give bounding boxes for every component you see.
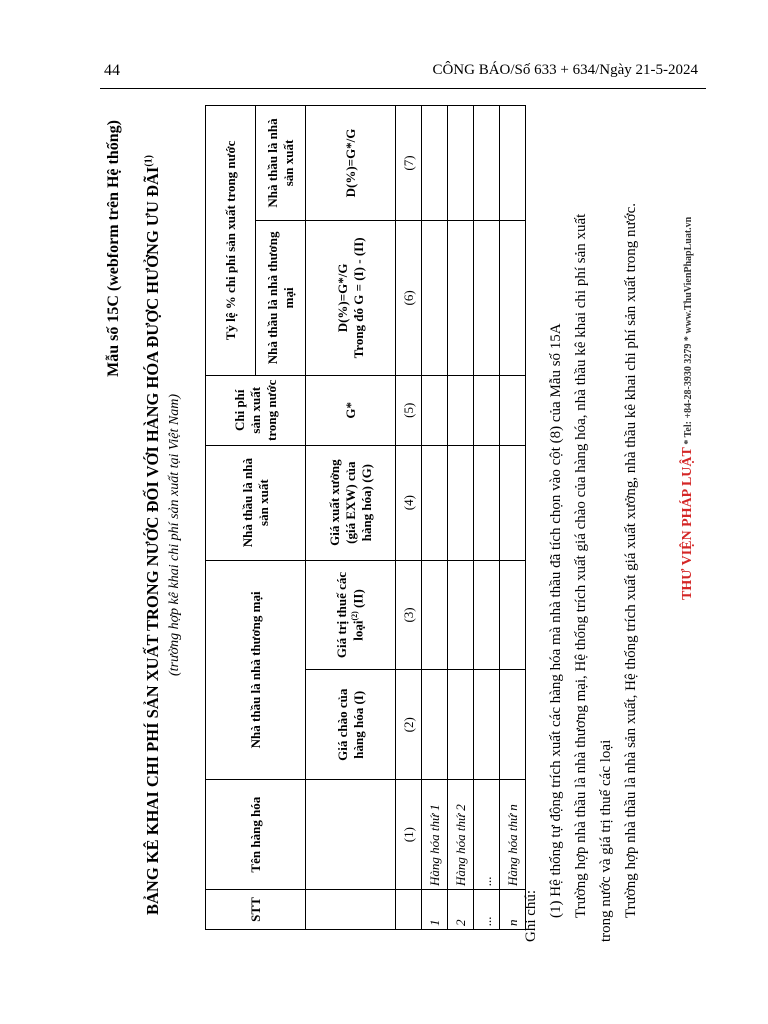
note-2-continued: trong nước và giá trị thuế các loại: [598, 739, 614, 942]
index-row: [396, 106, 422, 930]
form-title-sup: (1): [143, 154, 155, 167]
row-goods-name: Hàng hóa thứ 1: [422, 780, 448, 890]
row-stt: ...: [474, 890, 500, 930]
watermark-tel: * Tel: +84-28-3930 3279: [683, 343, 694, 445]
header-ratio-trader: Nhà thầu là nhà thương mại: [256, 220, 306, 375]
header-trader: Nhà thầu là nhà thương mại: [206, 560, 306, 780]
row-goods-name: Hàng hóa thứ 2: [448, 780, 474, 890]
form-title-text: BẢNG KÊ KHAI CHI PHÍ SẢN XUẤT TRONG NƯỚC ĐỐI VỚI HÀNG HÓA ĐƯỢC HƯỞNG ƯU ĐÃI: [143, 166, 162, 916]
header-domestic-cost: Chi phí sản xuất trong nước: [206, 375, 306, 445]
header-producer: Nhà thầu là nhà sản xuất: [206, 445, 306, 560]
row-stt: 2: [448, 890, 474, 930]
watermark: [680, 217, 696, 600]
note-1: (1) Hệ thống tự động trích xuất các hàng hóa mà nhà thầu đã tích chọn vào cột (8) của Mẫu số 15A: [548, 323, 564, 918]
header-goods-name: Tên hàng hóa: [206, 780, 306, 890]
header-ratio: Tỷ lệ % chi phí sản xuất trong nước: [206, 106, 256, 376]
rotated-page-content: [105, 100, 705, 970]
notes-section: [519, 102, 644, 942]
watermark-web: * www.ThuVienPhapLuat.vn: [683, 216, 694, 342]
row-goods-name: Hàng hóa thứ n: [500, 780, 526, 890]
header-offer-price: Giá chào của hàng hóa (I): [306, 670, 396, 780]
header-g-star: G*: [306, 375, 396, 445]
row-stt: n: [500, 890, 526, 930]
formula-producer: D(%)=G*/G: [306, 106, 396, 221]
form-subtitle: (trường hợp kê khai chi phí sản xuất tại Việt Nam): [167, 393, 182, 677]
formula-trader-line2: Trong đó G = (I) - (II): [350, 237, 366, 359]
blank-cell: [306, 780, 396, 890]
formula-trader-line1: D(%)=G*/G: [334, 263, 350, 333]
gazette-info: CÔNG BÁO/Số 633 + 634/Ngày 21-5-2024: [432, 62, 698, 78]
page-header: [100, 58, 706, 89]
notes-label: Ghi chú:: [523, 889, 539, 942]
table-row: [422, 106, 448, 930]
note-3: Trường hợp nhà thầu là nhà sản xuất, Hệ thống trích xuất giá xuất xưởng, nhà thầu kê khai chi phí sản xuất trong nước.: [623, 202, 639, 918]
index-cell: (5): [396, 375, 422, 445]
header-ratio-producer: Nhà thầu là nhà sản xuất: [256, 106, 306, 221]
index-cell: (1): [396, 780, 422, 890]
page-number: 44: [104, 62, 120, 79]
table-row: [474, 106, 500, 930]
form-title: [143, 100, 163, 970]
note-2: Trường hợp nhà thầu là nhà thương mại, Hệ thống trích xuất giá chào của hàng hóa, nhà thầu kê khai chi phí sản xuất: [573, 213, 589, 918]
header-tax-text: Giá trị thuế các loại: [334, 571, 366, 659]
header-tax: [306, 560, 396, 670]
index-cell: (6): [396, 220, 422, 375]
header-tax-sup: (2): [350, 611, 360, 621]
header-stt: STT: [206, 890, 306, 930]
blank-cell: [306, 890, 396, 930]
row-goods-name: ...: [474, 780, 500, 890]
formula-trader: [306, 220, 396, 375]
header-tax-suffix: (II): [350, 589, 366, 608]
index-cell: [396, 890, 422, 930]
row-stt: 1: [422, 890, 448, 930]
watermark-brand: THƯ VIỆN PHÁP LUẬT: [680, 447, 695, 600]
index-cell: (7): [396, 106, 422, 221]
declaration-table: [205, 105, 526, 930]
index-cell: (4): [396, 445, 422, 560]
table-row: [448, 106, 474, 930]
form-code: Mẫu số 15C (webform trên Hệ thống): [105, 120, 122, 377]
header-exw-price: Giá xuất xưởng (giá EXW) của hàng hóa) (G): [306, 445, 396, 560]
index-cell: (2): [396, 670, 422, 780]
index-cell: (3): [396, 560, 422, 670]
